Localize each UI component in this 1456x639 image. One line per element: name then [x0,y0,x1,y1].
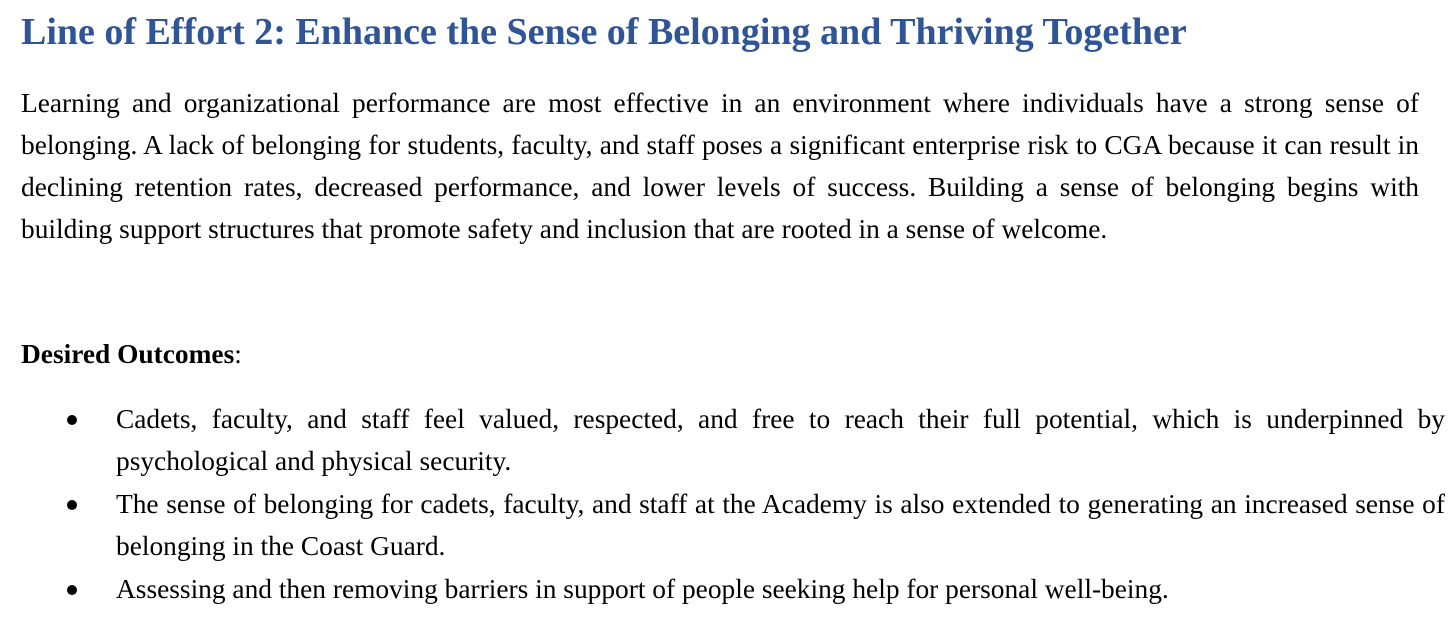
list-item-text: Assessing and then removing barriers in support of people seeking help for personal well-being. [116,574,1169,604]
bullet-icon [67,500,77,510]
list-item-text: The sense of belonging for cadets, faculty, and staff at the Academy is also extended to generating an increased sense of belonging in the Coast Guard. [116,489,1445,561]
section-title: Line of Effort 2: Enhance the Sense of Belonging and Thriving Together [21,11,1187,53]
list-item [21,398,1445,482]
desired-outcomes-label: Desired Outcomes [21,339,235,369]
intro-paragraph: Learning and organizational performance are most effective in an environment where individuals have a strong sense of belonging. A lack of belonging for students, faculty, and staff poses a significant enterprise risk to CGA because it can result in declining retention rates, decreased performance, and lower levels of success. Building a sense of belonging begins with building support structures that promote safety and inclusion that are rooted in a sense of welcome. [21,88,1419,244]
bullet-icon [67,415,77,425]
list-item [21,568,1445,610]
list-item-text: Cadets, faculty, and staff feel valued, respected, and free to reach their full potential, which is underpinned by psychological and physical security. [116,404,1445,476]
bullet-icon [67,585,77,595]
desired-outcomes-colon: : [234,339,242,369]
list-item [21,483,1445,567]
desired-outcomes-heading [21,333,242,375]
outcomes-list [21,398,1445,611]
